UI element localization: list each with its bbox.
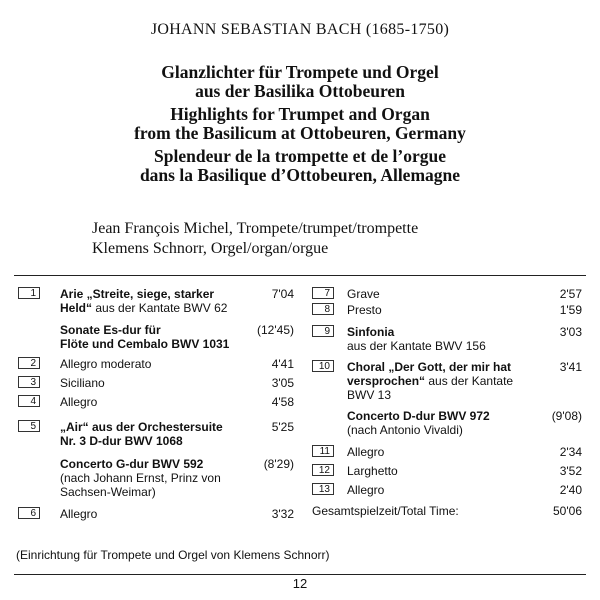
work-title: Concerto D-dur BWV 972 — [347, 409, 490, 423]
track-row — [18, 376, 294, 395]
work-note-cont: Sachsen-Weimar) — [60, 485, 156, 499]
track-duration: 5'25 — [271, 420, 294, 434]
track-duration: 3'52 — [559, 464, 582, 478]
work-title: Concerto G-dur BWV 592 — [60, 457, 204, 471]
track-title: Allegro — [347, 483, 385, 497]
work-title-cont: Flöte und Cembalo BWV 1031 — [60, 337, 230, 351]
title-block — [0, 63, 600, 189]
track-duration: 3'32 — [271, 507, 294, 521]
track-duration: 2'34 — [559, 445, 582, 459]
title-german — [0, 63, 600, 101]
track-title: Choral „Der Gott, der mir hat — [347, 360, 512, 374]
work-heading — [312, 409, 582, 437]
track-number: 2 — [18, 357, 40, 369]
work-heading — [18, 323, 294, 351]
track-title-cont: Nr. 3 D-dur BWV 1068 — [60, 434, 183, 448]
track-number: 7 — [312, 287, 334, 299]
track-title: Larghetto — [347, 464, 398, 478]
title-german-line2: aus der Basilika Ottobeuren — [195, 81, 405, 101]
track-duration: 2'57 — [559, 287, 582, 301]
work-duration: (9'08) — [551, 409, 582, 423]
track-duration: 4'41 — [271, 357, 294, 371]
track-subtitle: aus der Kantate BWV 156 — [347, 339, 486, 353]
title-english — [0, 105, 600, 143]
track-row — [18, 357, 294, 376]
total-time-row — [312, 504, 582, 518]
track-row — [18, 395, 294, 414]
track-title: Presto — [347, 303, 382, 317]
track-title: Allegro — [60, 507, 98, 521]
title-english-line1: Highlights for Trumpet and Organ — [170, 104, 430, 124]
track-title-rest: aus der Orchestersuite — [88, 420, 223, 434]
track-duration: 3'41 — [559, 360, 582, 374]
track-number: 9 — [312, 325, 334, 337]
track-title-cont — [60, 301, 294, 315]
track-title-cont2: BWV 13 — [347, 388, 392, 402]
track-row — [312, 325, 582, 353]
work-title: Sonate Es-dur für — [60, 323, 161, 337]
track-row — [312, 360, 582, 402]
track-row — [312, 445, 582, 464]
track-title-rest: aus der Kantate — [425, 374, 514, 388]
track-duration: 3'05 — [271, 376, 294, 390]
track-duration: 1'59 — [559, 303, 582, 317]
track-row — [312, 483, 582, 502]
page-number: 12 — [292, 576, 308, 591]
track-row — [312, 464, 582, 483]
track-title: Allegro — [60, 395, 98, 409]
track-title: Sinfonia — [347, 325, 395, 339]
total-time-value: 50'06 — [553, 504, 582, 518]
track-title: Siciliano — [60, 376, 105, 390]
title-english-line2: from the Basilicum at Ottobeuren, Germany — [134, 123, 466, 143]
track-number: 3 — [18, 376, 40, 388]
arrangement-note: (Einrichtung für Trompete und Orgel von Klemens Schnorr) — [16, 548, 330, 562]
track-duration: 7'04 — [271, 287, 294, 301]
top-divider — [14, 275, 586, 276]
total-time-label: Gesamtspielzeit/Total Time: — [312, 504, 459, 518]
tracklist-left — [18, 287, 294, 521]
track-row — [18, 420, 294, 448]
tracklist-right — [312, 287, 582, 518]
work-duration: (12'45) — [257, 323, 294, 337]
track-number: 12 — [312, 464, 334, 476]
title-french — [0, 147, 600, 185]
track-duration: 3'03 — [559, 325, 582, 339]
track-row — [18, 287, 294, 315]
track-title: Allegro moderato — [60, 357, 152, 371]
track-title — [60, 420, 294, 434]
track-title: Grave — [347, 287, 380, 301]
track-title: Allegro — [347, 445, 385, 459]
track-number: 10 — [312, 360, 334, 372]
track-number: 1 — [18, 287, 40, 299]
track-row — [312, 303, 582, 322]
track-duration: 2'40 — [559, 483, 582, 497]
bottom-divider — [14, 574, 586, 575]
track-number: 8 — [312, 303, 334, 315]
performer-organ: Klemens Schnorr, Orgel/organ/orgue — [92, 240, 329, 257]
track-duration: 4'58 — [271, 395, 294, 409]
work-duration: (8'29) — [263, 457, 294, 471]
work-note: (nach Johann Ernst, Prinz von — [60, 471, 221, 485]
track-number: 5 — [18, 420, 40, 432]
performers — [92, 219, 418, 259]
track-title: Arie „Streite, siege, starker — [60, 287, 215, 301]
work-note: (nach Antonio Vivaldi) — [347, 423, 463, 437]
work-heading — [18, 457, 294, 499]
track-row — [312, 287, 582, 303]
composer-heading: JOHANN SEBASTIAN BACH (1685-1750) — [150, 21, 450, 38]
title-french-line2: dans la Basilique d’Ottobeuren, Allemagne — [139, 165, 461, 185]
track-title-rest: aus der Kantate BWV 62 — [92, 301, 228, 315]
track-title-bold: versprochen“ — [347, 374, 426, 388]
track-number: 6 — [18, 507, 40, 519]
track-title-bold: Held“ — [60, 301, 93, 315]
track-row — [18, 507, 294, 521]
track-number: 4 — [18, 395, 40, 407]
track-number: 13 — [312, 483, 334, 495]
performer-trumpet: Jean François Michel, Trompete/trumpet/trompette — [92, 220, 419, 237]
track-title-cont — [347, 374, 582, 388]
track-title-bold: „Air“ — [60, 420, 89, 434]
title-german-line1: Glanzlichter für Trompete und Orgel — [161, 62, 439, 82]
title-french-line1: Splendeur de la trompette et de l’orgue — [154, 146, 446, 166]
track-number: 11 — [312, 445, 334, 457]
